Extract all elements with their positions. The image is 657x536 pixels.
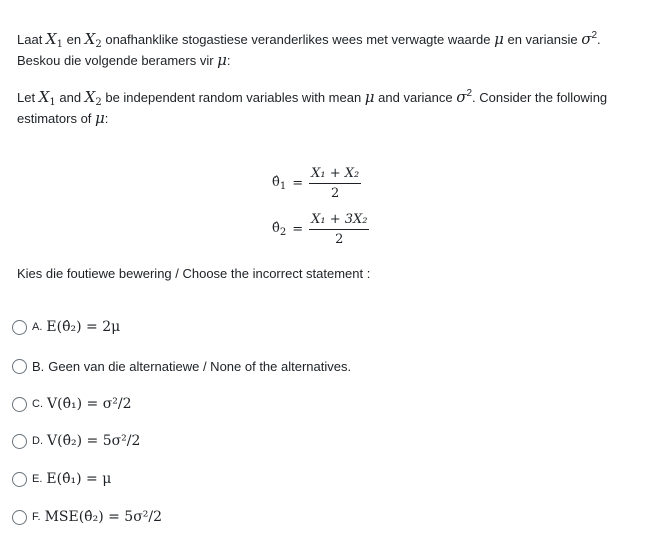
option-d[interactable] <box>12 429 140 453</box>
radio-button[interactable] <box>12 434 27 449</box>
option-text: V(θ̂₁) = σ²/2 <box>47 396 132 412</box>
mu-symbol: μ <box>494 30 504 48</box>
fraction-denominator: 2 <box>335 232 344 247</box>
fraction-denominator: 2 <box>331 186 340 201</box>
option-b[interactable] <box>12 354 351 378</box>
x2-symbol: $X_2$ <box>84 30 102 50</box>
option-letter: E. <box>32 473 43 485</box>
theta2-label: $\thetâ_2$ <box>272 221 287 238</box>
x1-symbol: $X_1$ <box>38 88 56 108</box>
question-english-line2: estimators of μ: <box>17 109 109 127</box>
option-text: V(θ̂₂) = 5σ²/2 <box>47 433 141 449</box>
estimator-theta2 <box>272 212 369 247</box>
sigma-symbol: σ <box>456 88 467 106</box>
radio-button[interactable] <box>12 359 27 374</box>
option-letter: D. <box>32 435 43 447</box>
option-text: E(θ̂₂) = 2μ <box>46 319 121 335</box>
option-a[interactable] <box>12 315 120 339</box>
option-e[interactable] <box>12 467 111 491</box>
sigma-symbol: σ <box>581 30 592 48</box>
x2-symbol: $X_2$ <box>84 88 102 108</box>
option-text: MSE(θ̂₂) = 5σ²/2 <box>44 509 163 525</box>
question-english-line1: Let $X_1$ and $X_2$ be independent random variables with mean μ and variance $\sigma^2$. Consider the following <box>17 88 608 108</box>
mu-symbol: μ <box>95 109 105 127</box>
fraction-numerator: X₁ + X₂ <box>309 166 361 184</box>
fraction <box>309 212 369 247</box>
question-afrikaans-line2: Beskou die volgende beramers vir μ: <box>17 51 231 69</box>
option-letter: A. <box>32 321 43 333</box>
fraction-numerator: X₁ + 3X₂ <box>309 212 369 230</box>
radio-button[interactable] <box>12 397 27 412</box>
theta1-label: $\thetâ_1$ <box>272 175 287 192</box>
radio-button[interactable] <box>12 510 27 525</box>
option-f[interactable] <box>12 505 162 529</box>
option-letter: C. <box>32 398 43 410</box>
mu-symbol: μ <box>217 51 227 69</box>
option-c[interactable] <box>12 392 132 416</box>
fraction <box>309 166 361 201</box>
question-afrikaans-line1: Laat $X_1$ en $X_2$ onafhanklike stogastiese veranderlikes wees met verwagte waarde μ en variansie $\sigma^2$. <box>17 30 601 50</box>
radio-button[interactable] <box>12 320 27 335</box>
estimator-theta1 <box>272 166 361 201</box>
equals-sign: = <box>292 222 304 237</box>
radio-button[interactable] <box>12 472 27 487</box>
question-prompt: Kies die foutiewe bewering / Choose the incorrect statement : <box>17 266 371 281</box>
x1-symbol: $X_1$ <box>45 30 63 50</box>
equals-sign: = <box>292 176 304 191</box>
option-letter: F. <box>32 511 41 523</box>
option-letter: B. <box>32 358 45 374</box>
option-text: E(θ̂₁) = μ <box>46 471 112 487</box>
option-text: Geen van die alternatiewe / None of the alternatives. <box>48 358 352 374</box>
mu-symbol: μ <box>364 88 375 106</box>
